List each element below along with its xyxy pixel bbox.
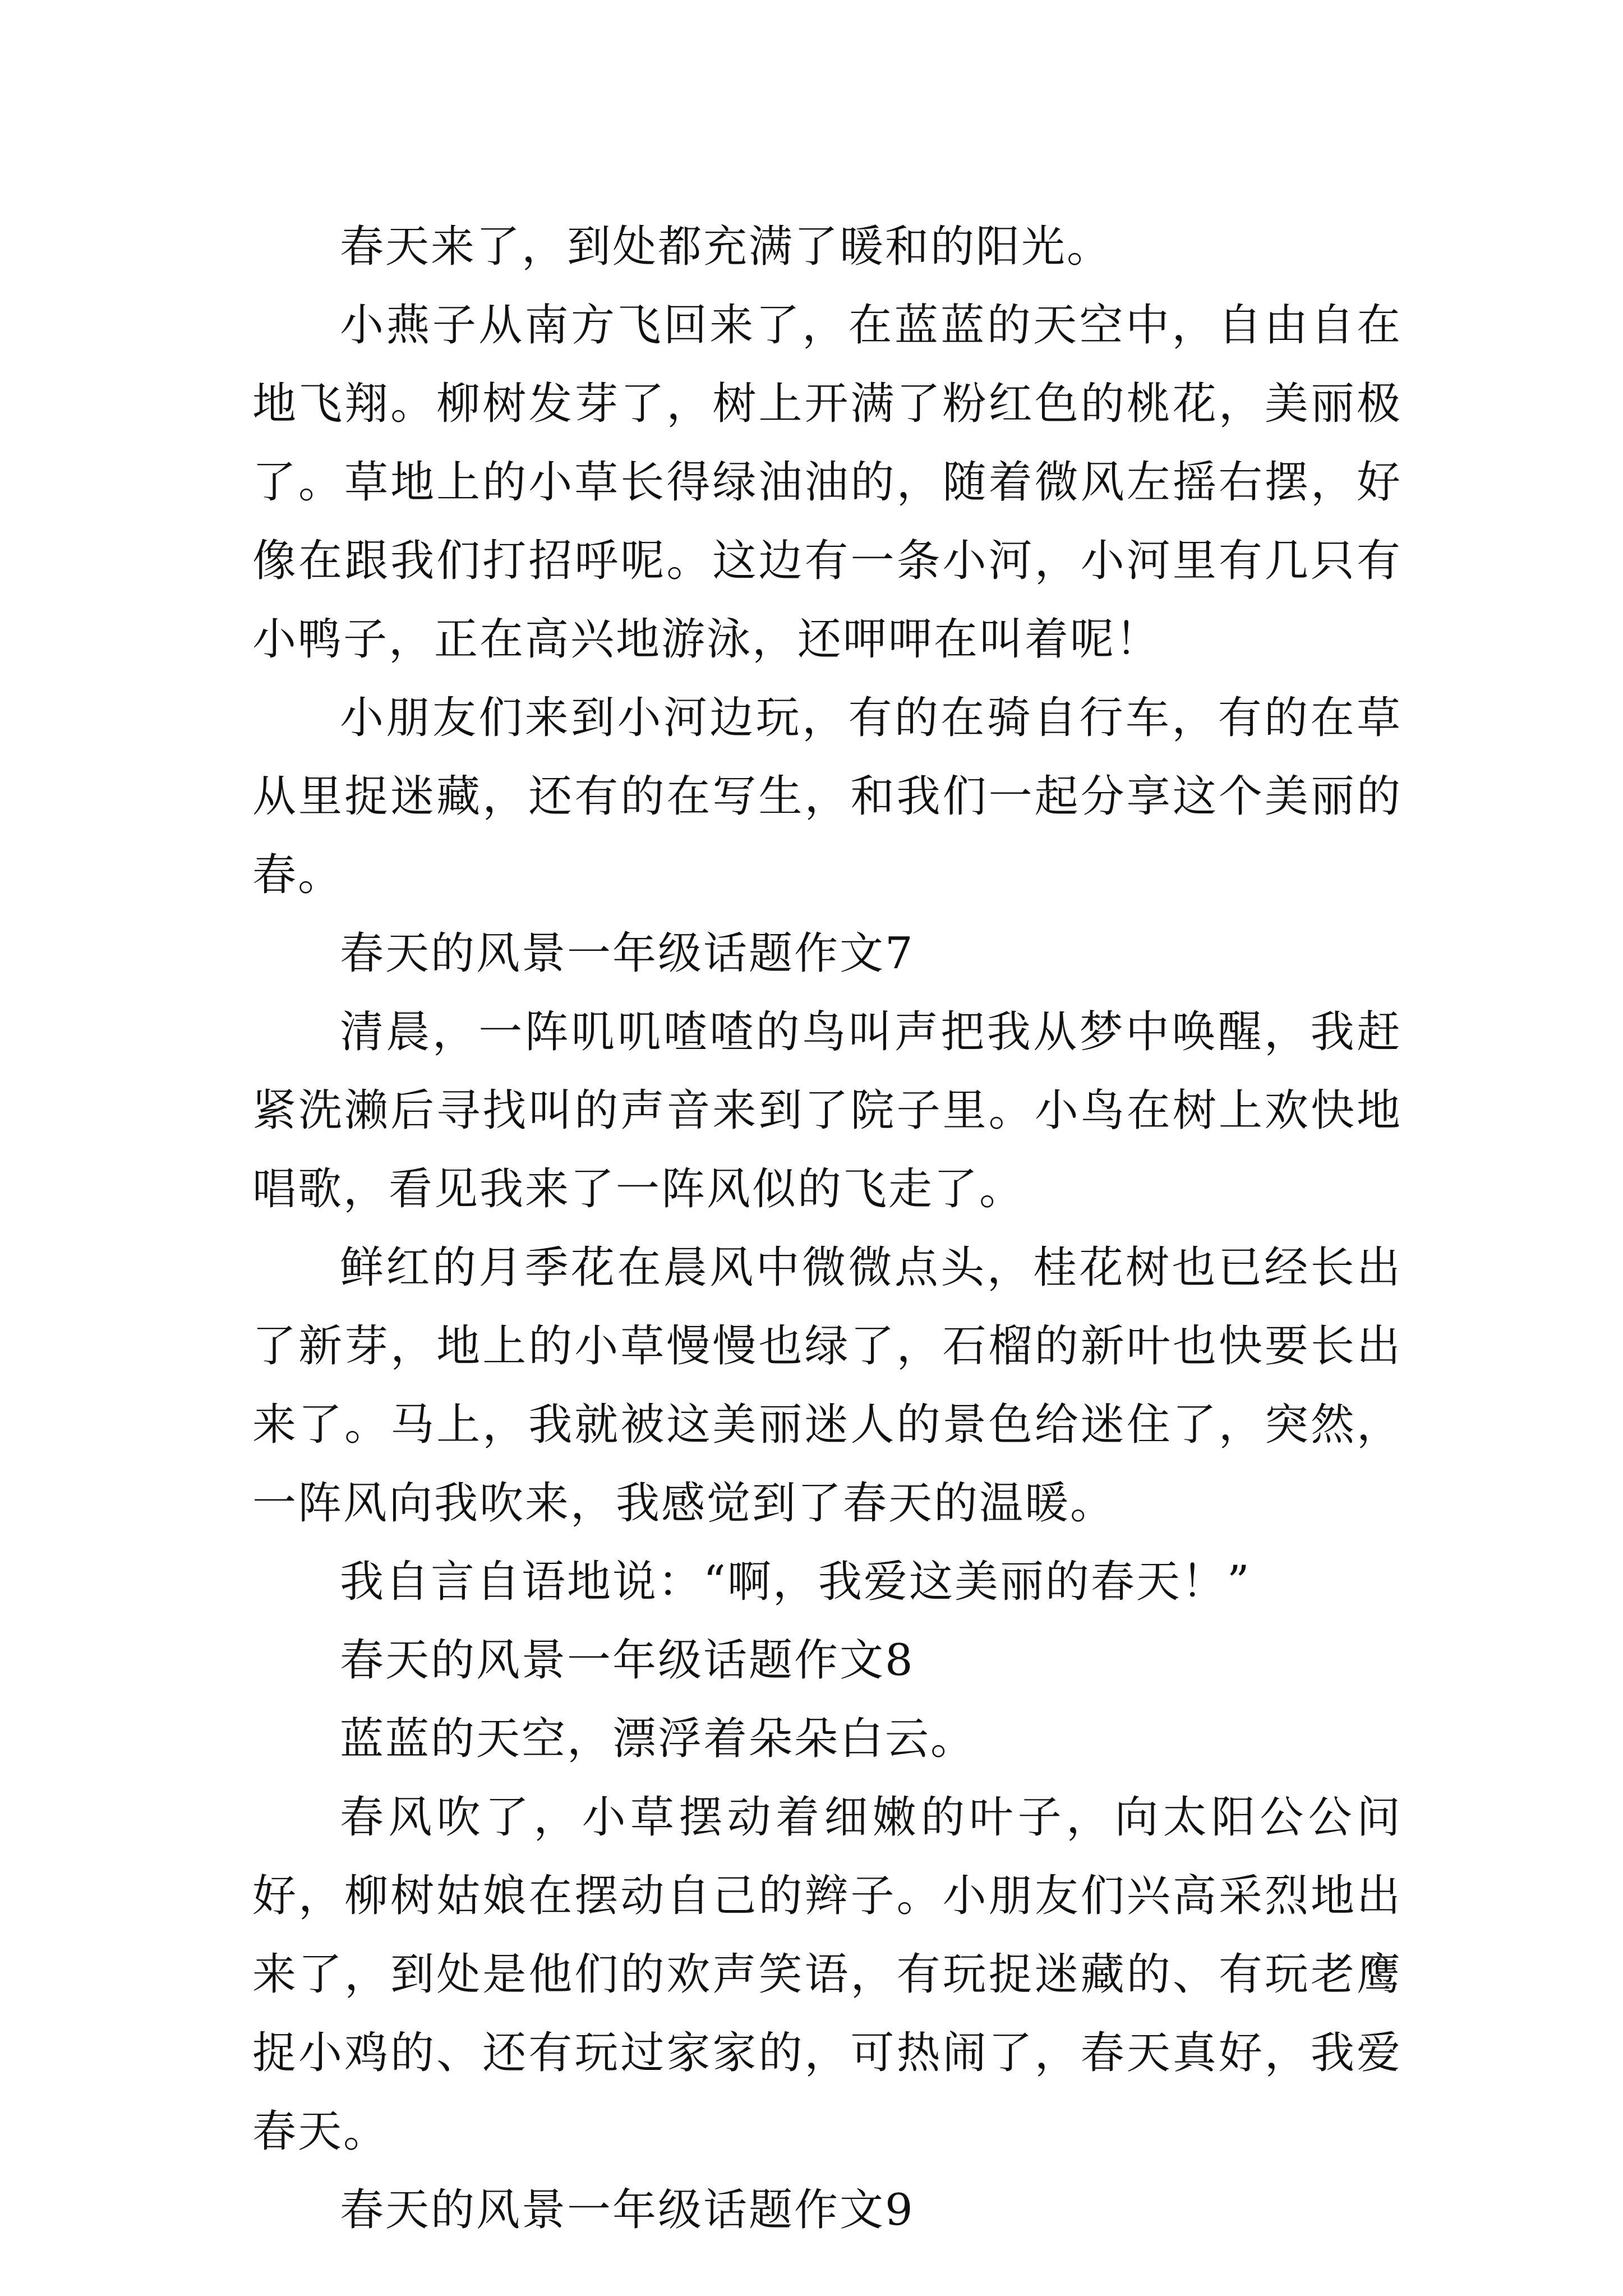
section-heading-8: 春天的风景一年级话题作文8 [340,1635,915,1686]
paragraph-2: 小燕子从南方飞回来了，在蓝蓝的天空中，自由自在地飞翔。柳树发芽了，树上开满了粉红色的桃花，美丽极了。草地上的小草长得绿油油的，随着微风左摇右摆，好像在跟我们打招呼呢。这边有一条小河，小河里有几只有小鸭子，正在高兴地游泳，还呷呷在叫着呢！ [252,300,1402,665]
paragraph-7: 蓝蓝的天空，漂浮着朵朵白云。 [340,1714,976,1764]
document-body [252,208,1402,2249]
paragraph-3: 小朋友们来到小河边玩，有的在骑自行车，有的在草从里捉迷藏，还有的在写生，和我们一起分享这个美丽的春。 [252,693,1402,900]
paragraph-6: 我自言自语地说：“啊，我爱这美丽的春天！” [340,1557,1251,1607]
section-heading-9: 春天的风景一年级话题作文9 [340,2185,915,2235]
paragraph-4: 清晨，一阵叽叽喳喳的鸟叫声把我从梦中唤醒，我赶紧洗濑后寻找叫的声音来到了院子里。小鸟在树上欢快地唱歌，看见我来了一阵风似的飞走了。 [252,1007,1402,1214]
paragraph-8: 春风吹了，小草摆动着细嫩的叶子，向太阳公公问好，柳树姑娘在摆动自己的辫子。小朋友们兴高采烈地出来了，到处是他们的欢声笑语，有玩捉迷藏的、有玩老鹰捉小鸡的、还有玩过家家的，可热闹了，春天真好，我爱春天。 [252,1792,1402,2157]
paragraph-5: 鲜红的月季花在晨风中微微点头，桂花树也已经长出了新芽，地上的小草慢慢也绿了，石榴的新叶也快要长出来了。马上，我就被这美丽迷人的景色给迷住了，突然，一阵风向我吹来，我感觉到了春天的温暖。 [252,1243,1402,1529]
paragraph-1: 春天来了，到处都充满了暖和的阳光。 [340,222,1113,272]
section-heading-7: 春天的风景一年级话题作文7 [340,928,915,979]
